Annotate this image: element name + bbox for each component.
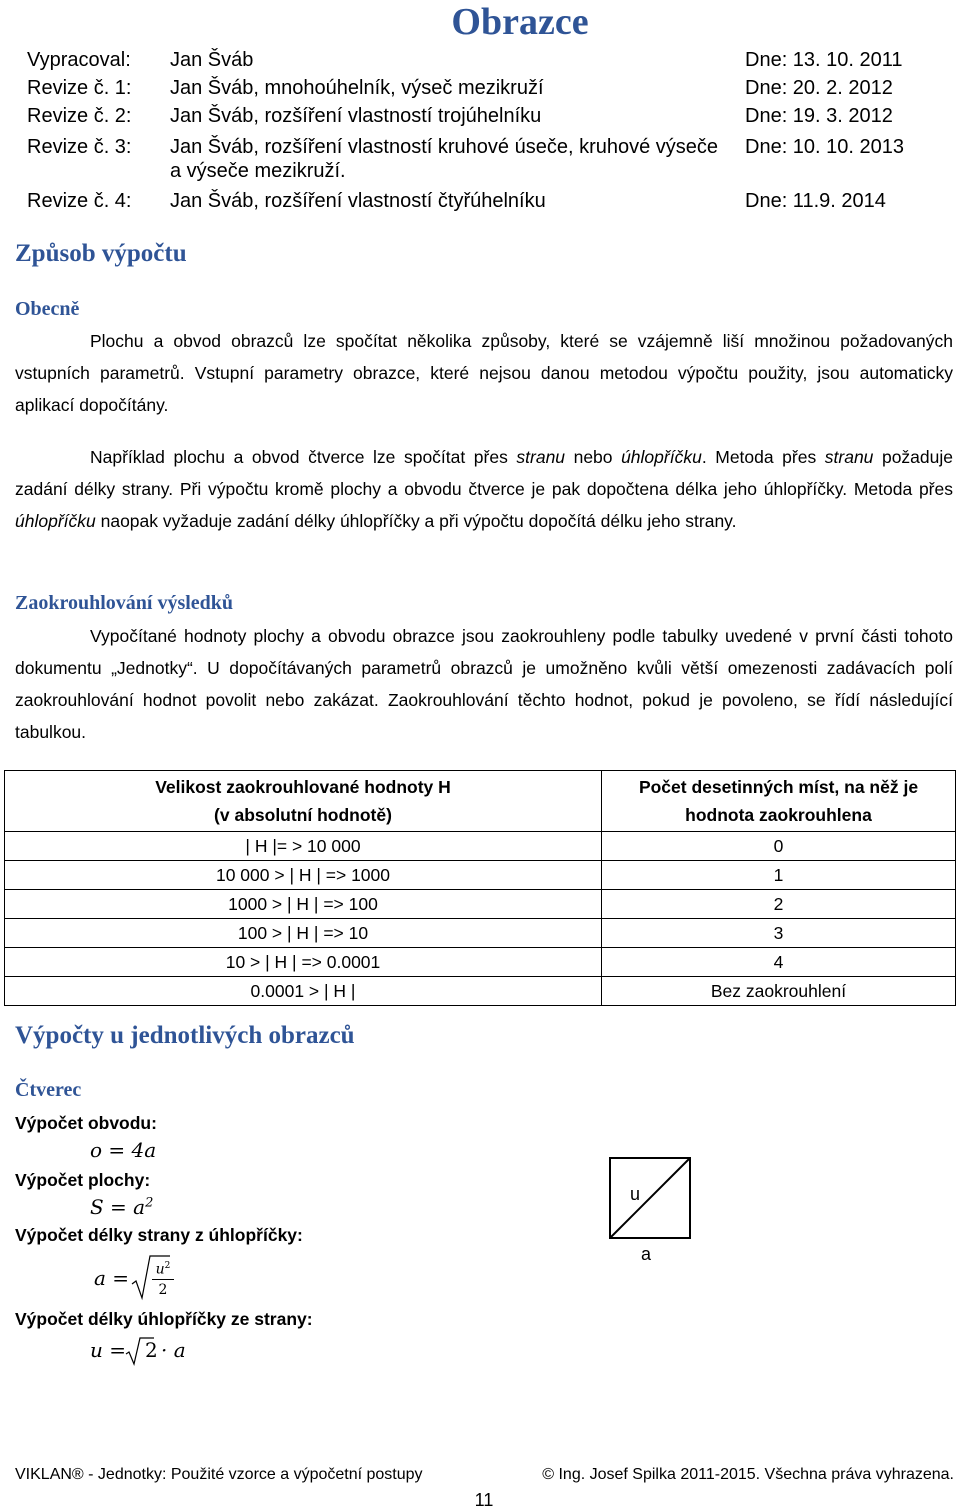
revision-date: Dne: 13. 10. 2011 — [745, 49, 903, 71]
label-diagonal-from-side: Výpočet délky úhlopříčky ze strany: — [15, 1309, 313, 1329]
table-header-row — [5, 771, 956, 832]
table-row — [5, 948, 956, 977]
table-header-range: Velikost zaokrouhlované hodnoty H (v absolutní hodnotě) — [5, 771, 602, 832]
formula-diagonal: u = 2 · a — [90, 1336, 210, 1366]
table-cell-range: | H |= > 10 000 — [5, 832, 602, 861]
table-row — [5, 861, 956, 890]
label-a: a — [641, 1244, 652, 1264]
label-u: u — [630, 1184, 641, 1204]
label-side-from-diagonal: Výpočet délky strany z úhlopříčky: — [15, 1225, 303, 1245]
footer-right: © Ing. Josef Spilka 2011-2015. Všechna práva vyhrazena. — [542, 1466, 954, 1483]
revision-author: Jan Šváb, mnohoúhelník, výseč mezikruží — [170, 77, 544, 99]
paragraph-method-2: Například plochu a obvod čtverce lze spočítat přes stranu nebo úhlopříčku. Metoda přes stranu požaduje zadání délky strany. Při výpočtu kromě plochy a obvodu čtverce je pak dopočtena délka jeho úhlopříčky. Metoda přes úhlopříčku naopak vyžaduje zadání délky úhlopříčky a při výpočtu dopočítá délku jeho strany. — [15, 447, 953, 531]
revision-row — [0, 135, 960, 185]
label-area: Výpočet plochy: — [15, 1170, 151, 1190]
label-perimeter: Výpočet obvodu: — [15, 1113, 157, 1133]
revision-date: Dne: 11.9. 2014 — [745, 190, 886, 212]
table-cell-range: 0.0001 > | H | — [5, 977, 602, 1006]
table-cell-range: 10 000 > | H | => 1000 — [5, 861, 602, 890]
table-row — [5, 919, 956, 948]
table-cell-range: 100 > | H | => 10 — [5, 919, 602, 948]
page-title: Obrazce — [451, 1, 589, 43]
table-cell-decimals: Bez zaokrouhlení — [602, 977, 956, 1006]
table-cell-decimals: 1 — [602, 861, 956, 890]
revision-label: Revize č. 2: — [27, 105, 132, 127]
revision-author: Jan Šváb — [170, 49, 254, 71]
table-cell-decimals: 2 — [602, 890, 956, 919]
revision-author: Jan Šváb, rozšíření vlastností trojúhelníku — [170, 105, 542, 127]
table-cell-decimals: 3 — [602, 919, 956, 948]
revision-author: Jan Šváb, rozšíření vlastností čtyřúhelníku — [170, 190, 546, 212]
table-header-decimals: Počet desetinných míst, na něž je hodnota zaokrouhlena — [602, 771, 956, 832]
revision-label: Revize č. 4: — [27, 190, 132, 212]
revision-label: Revize č. 3: — [27, 136, 132, 158]
section-heading-shapes: Výpočty u jednotlivých obrazců — [15, 1022, 355, 1049]
revision-label: Vypracoval: — [27, 49, 131, 71]
formula-perimeter: o = 4a — [90, 1138, 157, 1162]
table-row — [5, 890, 956, 919]
revision-row — [0, 48, 960, 72]
square-diagram — [600, 1152, 700, 1264]
revision-row — [0, 104, 960, 128]
table-cell-range: 1000 > | H | => 100 — [5, 890, 602, 919]
table-cell-decimals: 4 — [602, 948, 956, 977]
revision-date: Dne: 20. 2. 2012 — [745, 77, 893, 99]
rounding-table — [4, 770, 956, 1006]
subheading-general: Obecně — [15, 298, 80, 320]
revision-row — [0, 76, 960, 100]
section-heading-method: Způsob výpočtu — [15, 240, 187, 267]
table-cell-range: 10 > | H | => 0.0001 — [5, 948, 602, 977]
formula-area: $S = a^2$ — [90, 1195, 154, 1219]
subheading-square: Čtverec — [15, 1079, 82, 1101]
section-heading-rounding: Zaokrouhlování výsledků — [15, 592, 234, 614]
paragraph-method-1: Plochu a obvod obrazců lze spočítat několika způsoby, které se vzájemně liší množinou požadovaných vstupních parametrů. Vstupní parametry obrazce, které nejsou danou metodou výpočtu použity, jsou automaticky aplikací dopočítány. — [15, 331, 953, 415]
revision-date: Dne: 10. 10. 2013 — [745, 136, 905, 158]
revision-date: Dne: 19. 3. 2012 — [745, 105, 893, 127]
paragraph-rounding: Vypočítané hodnoty plochy a obvodu obrazce jsou zaokrouhleny podle tabulky uvedené v první části tohoto dokumentu „Jednotky“. U dopočítávaných parametrů obrazců je umožněno kvůli větší omezenosti zadávacích polí zaokrouhlování hodnot povolit nebo zakázat. Zaokrouhlování těchto hodnot, pokud je povoleno, se řídí následující tabulkou. — [15, 626, 953, 742]
revision-row — [0, 189, 960, 213]
revision-label: Revize č. 1: — [27, 77, 132, 99]
table-row — [5, 832, 956, 861]
table-cell-decimals: 0 — [602, 832, 956, 861]
table-row — [5, 977, 956, 1006]
formula-side: a = $u^2$ 2 — [90, 1254, 200, 1302]
page-number: 11 — [474, 1490, 494, 1510]
footer-left: VIKLAN® - Jednotky: Použité vzorce a výpočetní postupy — [15, 1466, 423, 1483]
square-diagonal — [610, 1158, 690, 1238]
revision-author: Jan Šváb, rozšíření vlastností kruhové úseče, kruhové výseče a výseče mezikruží. — [170, 136, 719, 182]
